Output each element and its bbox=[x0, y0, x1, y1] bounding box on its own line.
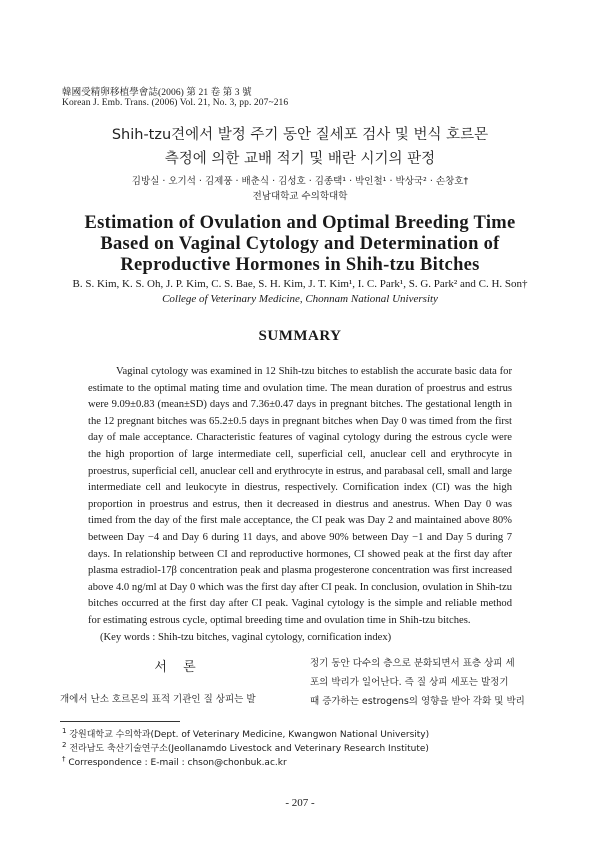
footnote-2-text: 전라남도 축산기술연구소(Jeollanamdo Livestock and Veterinary Research Institute) bbox=[69, 744, 429, 754]
journal-header-en: Korean J. Emb. Trans. (2006) Vol. 21, No. 3, pp. 207~216 bbox=[62, 98, 289, 108]
korean-affiliation: 전남대학교 수의학대학 bbox=[252, 191, 348, 202]
korean-title-line1: Shih-tzu견에서 발정 주기 동안 질세포 검사 및 번식 호르몬 bbox=[111, 127, 489, 143]
footnote-divider bbox=[60, 721, 180, 722]
footnote-2-mark: 2 bbox=[62, 741, 67, 749]
footnote-3-text: Correspondence : E-mail : chson@chonbuk.ac.kr bbox=[68, 758, 287, 768]
english-authors: B. S. Kim, K. S. Oh, J. P. Kim, C. S. Bae, S. H. Kim, J. T. Kim¹, I. C. Park¹, S. G. Park² and C. H. Son† bbox=[72, 278, 528, 290]
english-title-line3: Reproductive Hormones in Shih-tzu Bitches bbox=[120, 255, 480, 275]
intro-left-column bbox=[60, 656, 296, 705]
footnote-1-text: 강원대학교 수의학과(Dept. of Veterinary Medicine, Kwangwon National University) bbox=[69, 730, 430, 740]
summary-body: Vaginal cytology was examined in 12 Shih-tzu bitches to establish the accurate basic data for estimate to the optimal mating time and ovulation time. The mean duration of proestrus and estrus were 9.09±0.83 (mean±SD) days and 7.36±0.47 days in pregnant bitches. The gestational length in the 12 pregnant bitches was 65.2±0.5 days in pregnant bitches when Day 0 was timed from the first day of male acceptance. Characteristic features of vaginal cytology during the estrous cycle were the high proportion of large intermediate cell, superficial cell, anuclear cell and erythrocyte in proestrus, superficial cell, anuclear cell and erythrocyte in estrus, and parabasal cell, small and large intermediate cell and leukocyte in diestrus, respectively. Cornification index (CI) was the high proportion in proestrus and estrus, then it decreased in diestrus and anestrus. When Day 0 was timed from the day of the first male acceptance, the CI peak was Day 2 and maintained above 80% between Day −4 and Day 6 during 11 days, and above 90% between Day −1 and Day 5 during 7 days. In relationship between CI and reproductive hormones, CI showed peak at the first day after plasma estradiol-17β concentration peak and plasma progesterone concentration was first increased above 4.0 ng/ml at Day 0 which was the first day after CI peak. In conclusion, ovulation in Shih-tzu bitches occurred at the first day after CI peak. Vaginal cytology is the simple and reliable method for estimating estrous cycle, optimal breeding time and ovulation time in Shih-tzu bitches. bbox=[88, 366, 512, 626]
summary-abstract bbox=[88, 364, 512, 646]
english-title-line2: Based on Vaginal Cytology and Determination of bbox=[100, 234, 500, 254]
summary-keywords: (Key words : Shih-tzu bitches, vaginal cytology, cornification index) bbox=[100, 631, 392, 643]
intro-right-line3: 때 증가하는 estrogens의 영향을 받아 각화 및 박리 bbox=[310, 696, 525, 707]
intro-right-line2: 포의 박리가 일어난다. 즉 질 상피 세포는 발정기 bbox=[310, 677, 509, 688]
intro-heading: 서 론 bbox=[154, 660, 202, 675]
journal-header-ko: 韓國受精卵移植學會誌(2006) 第 21 卷 第 3 號 bbox=[62, 88, 252, 98]
korean-title-line2: 측정에 의한 교배 적기 및 배란 시기의 판정 bbox=[164, 151, 436, 167]
footnote-3-mark: † bbox=[62, 755, 66, 763]
english-title-line1: Estimation of Ovulation and Optimal Breeding Time bbox=[84, 213, 516, 233]
page-number: - 207 - bbox=[285, 797, 315, 809]
footnote-3 bbox=[62, 755, 287, 768]
intro-left-text: 개에서 난소 호르몬의 표적 기관인 질 상피는 발 bbox=[60, 694, 256, 705]
intro-right-line1: 정기 동안 다수의 층으로 분화되면서 표층 상피 세 bbox=[310, 658, 515, 669]
english-affiliation: College of Veterinary Medicine, Chonnam National University bbox=[162, 293, 438, 305]
korean-authors: 김방실 · 오기석 · 김제풍 · 배춘식 · 김성호 · 김종택¹ · 박인철¹ · 박상국² · 손창호† bbox=[131, 176, 469, 187]
footnote-1-mark: 1 bbox=[62, 727, 67, 735]
footnote-1 bbox=[62, 727, 429, 740]
intro-right-column bbox=[310, 654, 546, 711]
footnote-2 bbox=[62, 741, 429, 754]
summary-heading: SUMMARY bbox=[258, 328, 342, 344]
